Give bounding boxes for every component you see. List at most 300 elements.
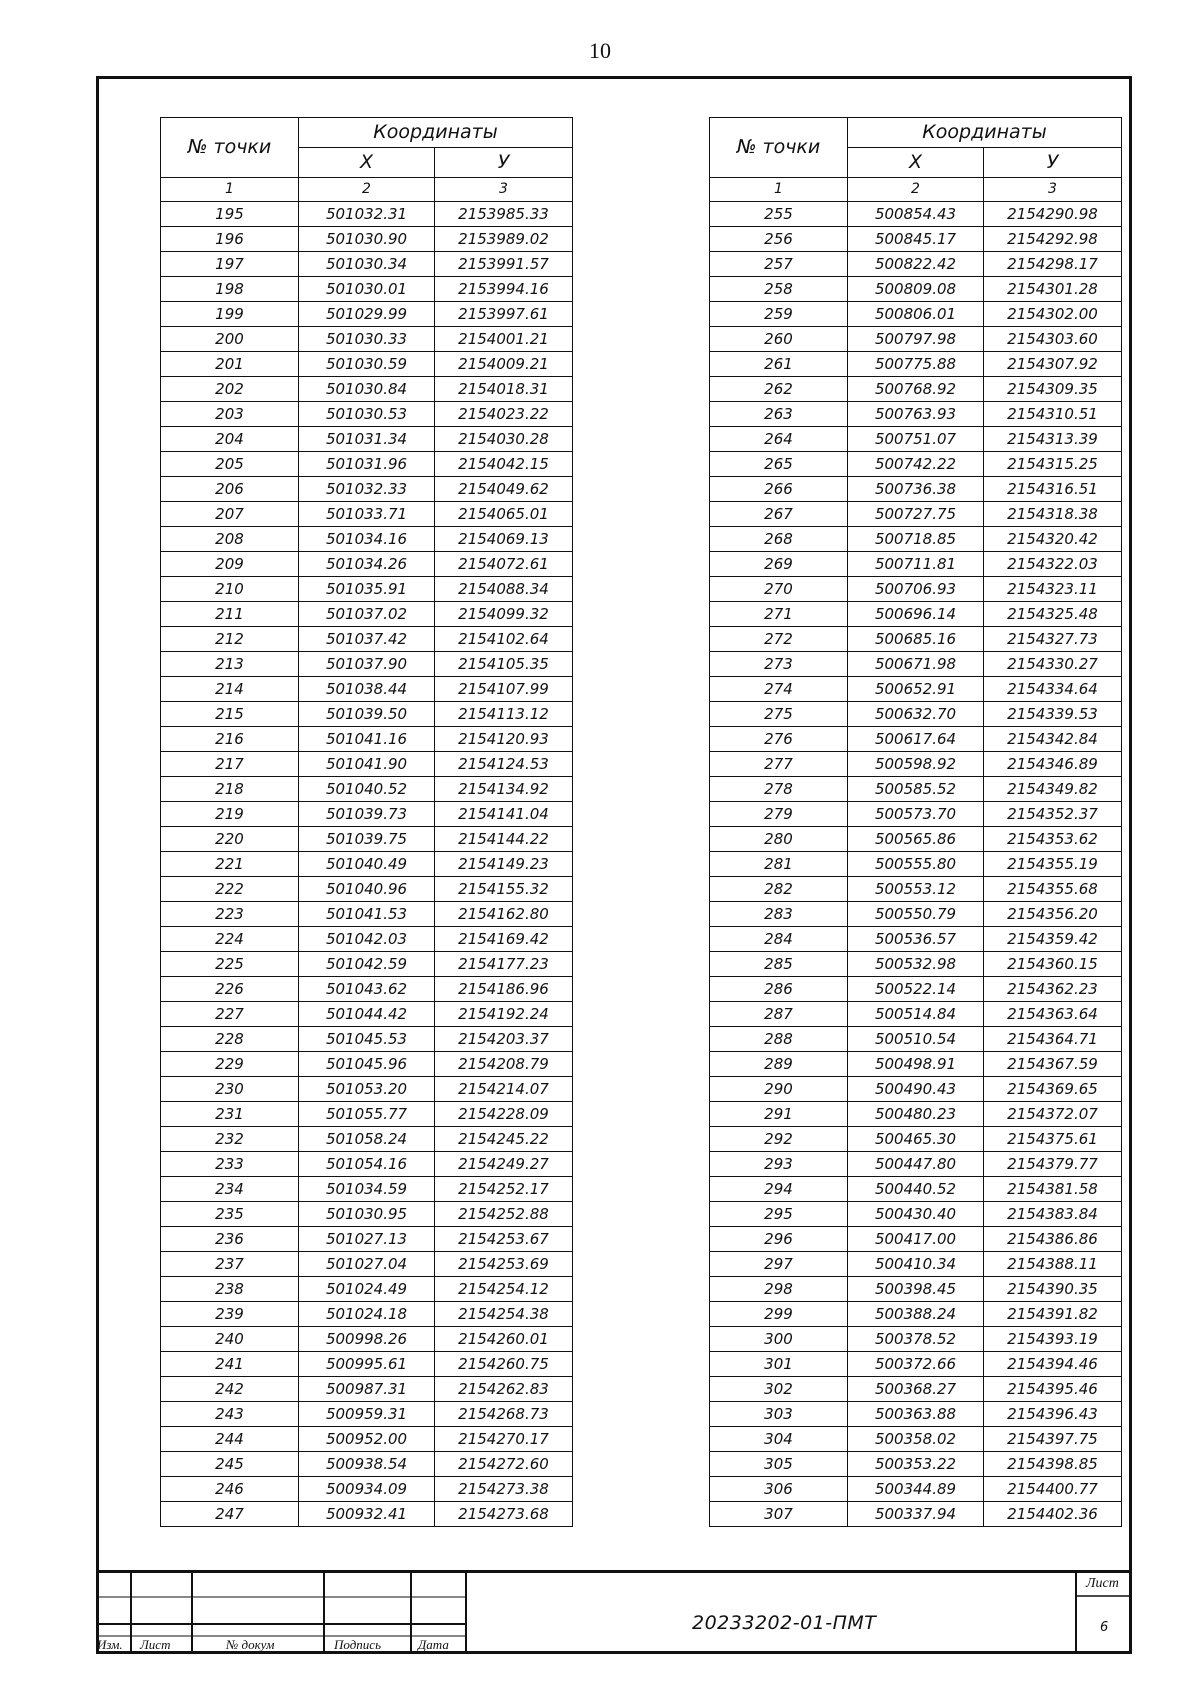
cell-point-number: 202 [161,377,299,402]
sheet-number: 6 [1100,1620,1109,1635]
cell-point-number: 227 [161,1002,299,1027]
cell-y: 2154369.65 [984,1077,1122,1102]
cell-y: 2154249.27 [435,1152,573,1177]
cell-point-number: 210 [161,577,299,602]
table-row [710,202,1122,227]
cell-point-number: 297 [710,1252,848,1277]
cell-x: 501041.53 [299,902,435,927]
header-coordinates: Координаты [848,118,1122,148]
cell-point-number: 287 [710,1002,848,1027]
cell-point-number: 271 [710,602,848,627]
cell-x: 500388.24 [848,1302,984,1327]
cell-x: 501040.49 [299,852,435,877]
cell-x: 500480.23 [848,1102,984,1127]
cell-point-number: 270 [710,577,848,602]
cell-point-number: 205 [161,452,299,477]
cell-point-number: 264 [710,427,848,452]
cell-x: 501039.50 [299,702,435,727]
cell-y: 2154298.17 [984,252,1122,277]
cell-x: 500934.09 [299,1477,435,1502]
cell-point-number: 259 [710,302,848,327]
sheet-label: Лист [1086,1576,1119,1591]
table-row [161,1352,573,1377]
cell-x: 500510.54 [848,1027,984,1052]
cell-point-number: 199 [161,302,299,327]
cell-x: 501044.42 [299,1002,435,1027]
cell-x: 500763.93 [848,402,984,427]
table-row [161,1327,573,1352]
table-row [161,1377,573,1402]
cell-point-number: 245 [161,1452,299,1477]
cell-x: 500822.42 [848,252,984,277]
cell-x: 501030.59 [299,352,435,377]
cell-y: 2154402.36 [984,1502,1122,1527]
cell-x: 500465.30 [848,1127,984,1152]
cell-y: 2154262.83 [435,1377,573,1402]
cell-y: 2154396.43 [984,1402,1122,1427]
table-row [161,1402,573,1427]
cell-y: 2154134.92 [435,777,573,802]
cell-x: 501053.20 [299,1077,435,1102]
cell-point-number: 200 [161,327,299,352]
cell-x: 501037.02 [299,602,435,627]
cell-point-number: 225 [161,952,299,977]
cell-x: 500952.00 [299,1427,435,1452]
cell-y: 2154186.96 [435,977,573,1002]
cell-y: 2154379.77 [984,1152,1122,1177]
cell-x: 500372.66 [848,1352,984,1377]
cell-y: 2154383.84 [984,1202,1122,1227]
table-row [161,577,573,602]
cell-point-number: 294 [710,1177,848,1202]
cell-y: 2154355.68 [984,877,1122,902]
cell-x: 500718.85 [848,527,984,552]
document-code: 20233202-01-ПМТ [692,1612,877,1634]
cell-point-number: 262 [710,377,848,402]
table-row [710,677,1122,702]
cell-y: 2154268.73 [435,1402,573,1427]
cell-y: 2154334.64 [984,677,1122,702]
table-row [710,1502,1122,1527]
table-row [161,802,573,827]
cell-y: 2154309.35 [984,377,1122,402]
cell-y: 2154069.13 [435,527,573,552]
table-row [161,702,573,727]
cell-x: 501045.96 [299,1052,435,1077]
table-row [710,452,1122,477]
table-row [161,502,573,527]
cell-y: 2154327.73 [984,627,1122,652]
label-signature: Подпись [334,1637,381,1652]
cell-y: 2154367.59 [984,1052,1122,1077]
cell-x: 500553.12 [848,877,984,902]
cell-point-number: 260 [710,327,848,352]
cell-point-number: 303 [710,1402,848,1427]
header-y: У [435,148,573,178]
cell-point-number: 232 [161,1127,299,1152]
cell-y: 2154141.04 [435,802,573,827]
cell-x: 501031.34 [299,427,435,452]
table-row [710,827,1122,852]
cell-x: 501039.75 [299,827,435,852]
cell-point-number: 229 [161,1052,299,1077]
cell-y: 2154323.11 [984,577,1122,602]
cell-y: 2154394.46 [984,1352,1122,1377]
cell-point-number: 212 [161,627,299,652]
cell-y: 2154315.25 [984,452,1122,477]
cell-x: 501043.62 [299,977,435,1002]
cell-point-number: 277 [710,752,848,777]
cell-x: 500998.26 [299,1327,435,1352]
column-number-2: 2 [299,178,435,202]
cell-y: 2154330.27 [984,652,1122,677]
cell-y: 2154169.42 [435,927,573,952]
cell-y: 2153991.57 [435,252,573,277]
coordinates-table-right [709,117,1122,1527]
cell-x: 501037.90 [299,652,435,677]
cell-point-number: 204 [161,427,299,452]
table-row [710,552,1122,577]
table-row [161,1427,573,1452]
cell-y: 2154346.89 [984,752,1122,777]
cell-y: 2154316.51 [984,477,1122,502]
table-row [710,1277,1122,1302]
cell-point-number: 255 [710,202,848,227]
table-row [710,1202,1122,1227]
cell-y: 2154353.62 [984,827,1122,852]
table-row [710,727,1122,752]
cell-point-number: 307 [710,1502,848,1527]
table-row [161,552,573,577]
cell-point-number: 247 [161,1502,299,1527]
cell-point-number: 222 [161,877,299,902]
table-row [710,802,1122,827]
table-row [161,377,573,402]
cell-x: 501040.96 [299,877,435,902]
table-row [710,377,1122,402]
cell-point-number: 236 [161,1227,299,1252]
cell-x: 501030.33 [299,327,435,352]
cell-y: 2154144.22 [435,827,573,852]
cell-point-number: 304 [710,1427,848,1452]
cell-point-number: 198 [161,277,299,302]
cell-y: 2154018.31 [435,377,573,402]
cell-x: 500727.75 [848,502,984,527]
cell-y: 2154325.48 [984,602,1122,627]
cell-x: 501034.59 [299,1177,435,1202]
cell-x: 501041.90 [299,752,435,777]
cell-point-number: 195 [161,202,299,227]
table-row [710,352,1122,377]
cell-x: 500440.52 [848,1177,984,1202]
cell-x: 501041.16 [299,727,435,752]
cell-x: 500854.43 [848,202,984,227]
table-row [710,702,1122,727]
cell-point-number: 281 [710,852,848,877]
cell-y: 2154253.67 [435,1227,573,1252]
cell-y: 2154318.38 [984,502,1122,527]
cell-point-number: 235 [161,1202,299,1227]
cell-point-number: 269 [710,552,848,577]
table-body [710,202,1122,1527]
cell-y: 2154292.98 [984,227,1122,252]
cell-y: 2154322.03 [984,552,1122,577]
table-row [710,1252,1122,1277]
cell-x: 500959.31 [299,1402,435,1427]
page-number: 10 [589,38,611,63]
cell-y: 2154023.22 [435,402,573,427]
cell-x: 500490.43 [848,1077,984,1102]
cell-point-number: 216 [161,727,299,752]
cell-point-number: 217 [161,752,299,777]
cell-point-number: 196 [161,227,299,252]
cell-x: 501037.42 [299,627,435,652]
cell-point-number: 238 [161,1277,299,1302]
cell-point-number: 211 [161,602,299,627]
cell-point-number: 240 [161,1327,299,1352]
cell-y: 2154105.35 [435,652,573,677]
table-row [710,952,1122,977]
cell-y: 2154313.39 [984,427,1122,452]
cell-point-number: 266 [710,477,848,502]
table-row [161,777,573,802]
cell-x: 500685.16 [848,627,984,652]
cell-point-number: 298 [710,1277,848,1302]
header-x: Х [299,148,435,178]
cell-y: 2154372.07 [984,1102,1122,1127]
table-row [161,1252,573,1277]
cell-point-number: 243 [161,1402,299,1427]
cell-y: 2154001.21 [435,327,573,352]
header-y: У [984,148,1122,178]
cell-y: 2154260.75 [435,1352,573,1377]
table-row [710,602,1122,627]
cell-y: 2154290.98 [984,202,1122,227]
cell-y: 2154273.68 [435,1502,573,1527]
cell-point-number: 285 [710,952,848,977]
cell-y: 2154203.37 [435,1027,573,1052]
cell-x: 500522.14 [848,977,984,1002]
table-row [161,927,573,952]
cell-x: 501035.91 [299,577,435,602]
cell-point-number: 290 [710,1077,848,1102]
cell-x: 501030.34 [299,252,435,277]
cell-y: 2154360.15 [984,952,1122,977]
table-row [710,1352,1122,1377]
cell-y: 2154030.28 [435,427,573,452]
cell-point-number: 305 [710,1452,848,1477]
cell-point-number: 306 [710,1477,848,1502]
table-row [710,1452,1122,1477]
cell-y: 2154260.01 [435,1327,573,1352]
cell-x: 500711.81 [848,552,984,577]
cell-x: 500768.92 [848,377,984,402]
cell-point-number: 272 [710,627,848,652]
cell-y: 2154253.69 [435,1252,573,1277]
cell-x: 501039.73 [299,802,435,827]
cell-x: 500550.79 [848,902,984,927]
cell-y: 2154356.20 [984,902,1122,927]
cell-x: 500806.01 [848,302,984,327]
table-row [710,1477,1122,1502]
cell-point-number: 284 [710,927,848,952]
cell-point-number: 233 [161,1152,299,1177]
cell-x: 501033.71 [299,502,435,527]
cell-x: 500368.27 [848,1377,984,1402]
coordinates-table-left [160,117,573,1527]
cell-y: 2154228.09 [435,1102,573,1127]
cell-point-number: 230 [161,1077,299,1102]
cell-x: 500363.88 [848,1402,984,1427]
cell-y: 2154397.75 [984,1427,1122,1452]
cell-y: 2154072.61 [435,552,573,577]
cell-point-number: 276 [710,727,848,752]
cell-y: 2154303.60 [984,327,1122,352]
cell-x: 501040.52 [299,777,435,802]
cell-point-number: 209 [161,552,299,577]
cell-y: 2153985.33 [435,202,573,227]
title-block [96,1570,1132,1654]
table-row [710,277,1122,302]
cell-x: 500514.84 [848,1002,984,1027]
cell-point-number: 223 [161,902,299,927]
cell-x: 501042.03 [299,927,435,952]
table-row [710,502,1122,527]
cell-y: 2154245.22 [435,1127,573,1152]
cell-y: 2154398.85 [984,1452,1122,1477]
header-point-number: № точки [710,118,848,178]
cell-x: 500398.45 [848,1277,984,1302]
cell-x: 500932.41 [299,1502,435,1527]
table-row [710,577,1122,602]
table-row [710,652,1122,677]
table-row [161,1127,573,1152]
cell-y: 2154363.64 [984,1002,1122,1027]
table-row [161,627,573,652]
cell-y: 2154099.32 [435,602,573,627]
cell-x: 501055.77 [299,1102,435,1127]
table-row [161,227,573,252]
cell-y: 2154400.77 [984,1477,1122,1502]
cell-point-number: 231 [161,1102,299,1127]
table-row [710,1077,1122,1102]
table-row [161,1077,573,1102]
cell-point-number: 234 [161,1177,299,1202]
cell-point-number: 241 [161,1352,299,1377]
table-row [161,302,573,327]
table-row [710,227,1122,252]
cell-y: 2154155.32 [435,877,573,902]
cell-point-number: 289 [710,1052,848,1077]
table-row [710,1052,1122,1077]
cell-x: 501030.84 [299,377,435,402]
label-izm: Изм. [97,1637,123,1652]
cell-y: 2154388.11 [984,1252,1122,1277]
cell-point-number: 226 [161,977,299,1002]
cell-y: 2154102.64 [435,627,573,652]
cell-point-number: 282 [710,877,848,902]
cell-y: 2154214.07 [435,1077,573,1102]
table-row [710,327,1122,352]
table-row [710,752,1122,777]
cell-y: 2154349.82 [984,777,1122,802]
table-row [710,1427,1122,1452]
cell-point-number: 279 [710,802,848,827]
cell-y: 2154310.51 [984,402,1122,427]
cell-y: 2154386.86 [984,1227,1122,1252]
cell-x: 500938.54 [299,1452,435,1477]
table-row [161,1452,573,1477]
cell-point-number: 207 [161,502,299,527]
cell-y: 2154364.71 [984,1027,1122,1052]
table-body [161,202,573,1527]
cell-x: 500736.38 [848,477,984,502]
cell-point-number: 218 [161,777,299,802]
cell-x: 500536.57 [848,927,984,952]
cell-point-number: 237 [161,1252,299,1277]
table-row [161,1027,573,1052]
cell-x: 500696.14 [848,602,984,627]
cell-x: 500632.70 [848,702,984,727]
table-row [161,1002,573,1027]
cell-point-number: 292 [710,1127,848,1152]
table-row [161,327,573,352]
table-row [161,1477,573,1502]
cell-point-number: 224 [161,927,299,952]
cell-x: 501030.95 [299,1202,435,1227]
cell-y: 2154049.62 [435,477,573,502]
cell-x: 501032.31 [299,202,435,227]
cell-y: 2154273.38 [435,1477,573,1502]
cell-x: 501029.99 [299,302,435,327]
cell-point-number: 288 [710,1027,848,1052]
cell-point-number: 299 [710,1302,848,1327]
cell-point-number: 201 [161,352,299,377]
cell-y: 2154254.38 [435,1302,573,1327]
cell-point-number: 206 [161,477,299,502]
cell-x: 501027.13 [299,1227,435,1252]
cell-y: 2154342.84 [984,727,1122,752]
cell-x: 500410.34 [848,1252,984,1277]
cell-y: 2154162.80 [435,902,573,927]
cell-point-number: 267 [710,502,848,527]
cell-point-number: 208 [161,527,299,552]
table-row [710,1127,1122,1152]
table-row [710,1177,1122,1202]
table-row [161,952,573,977]
table-row [710,977,1122,1002]
cell-point-number: 280 [710,827,848,852]
cell-point-number: 239 [161,1302,299,1327]
table-row [161,902,573,927]
cell-point-number: 283 [710,902,848,927]
table-row [161,1102,573,1127]
cell-point-number: 220 [161,827,299,852]
cell-x: 501054.16 [299,1152,435,1177]
cell-point-number: 275 [710,702,848,727]
table-row [710,1002,1122,1027]
table-row [161,827,573,852]
cell-x: 500598.92 [848,752,984,777]
cell-x: 501024.49 [299,1277,435,1302]
cell-point-number: 203 [161,402,299,427]
table-row [161,427,573,452]
cell-point-number: 293 [710,1152,848,1177]
table-row [161,752,573,777]
table-row [710,1402,1122,1427]
cell-point-number: 295 [710,1202,848,1227]
cell-y: 2154252.17 [435,1177,573,1202]
